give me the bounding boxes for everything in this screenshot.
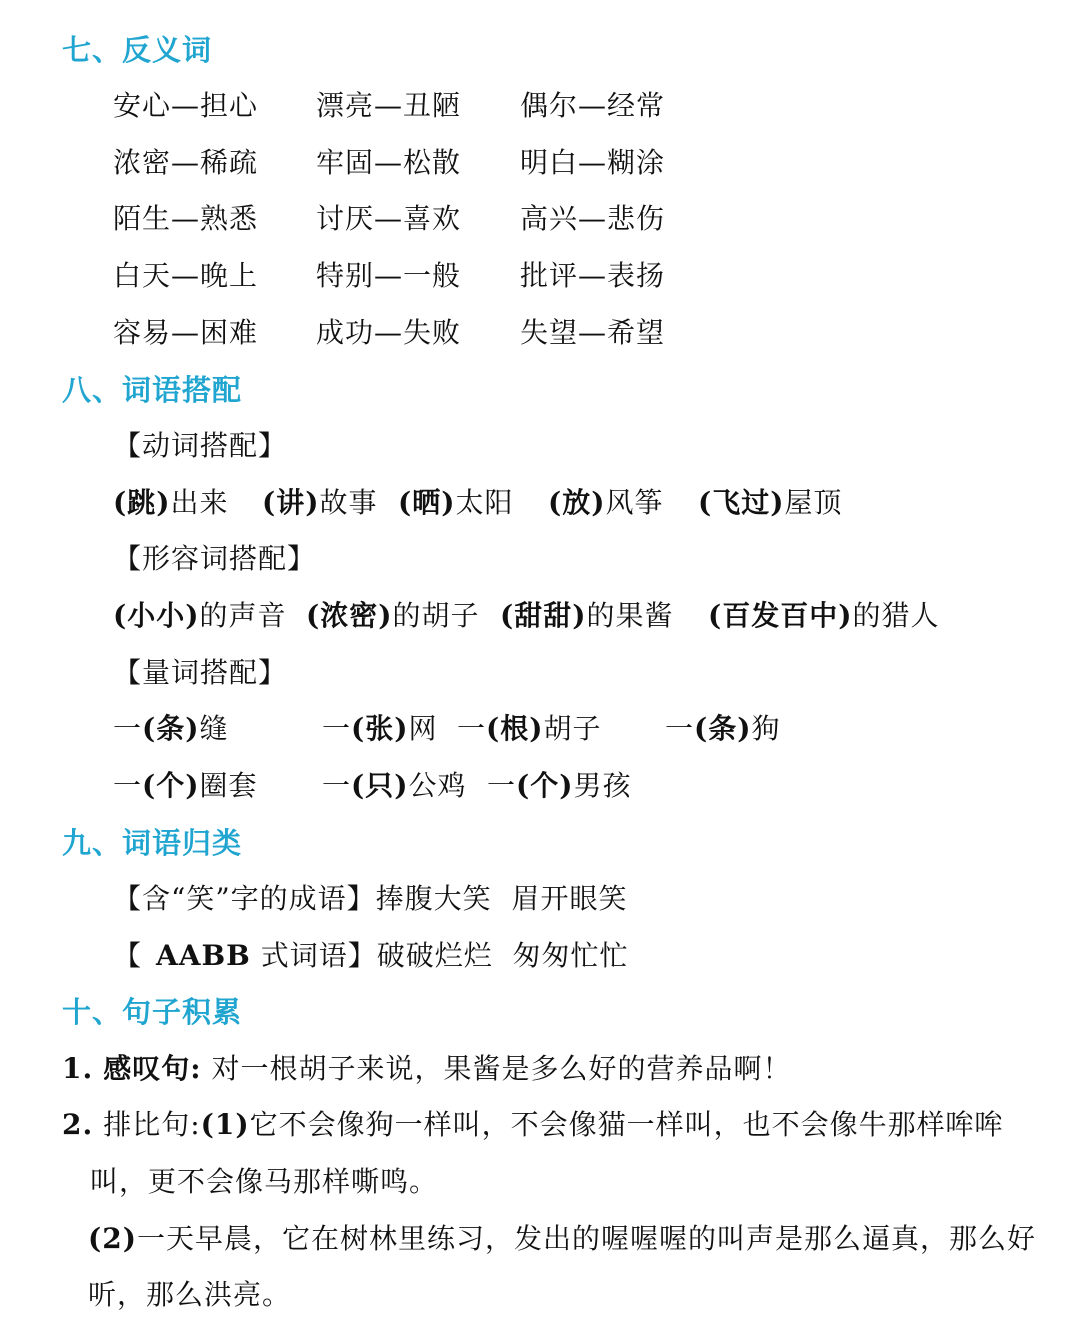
collocation-word: (根) xyxy=(486,712,544,745)
collocation-rest: 的声音 xyxy=(199,599,287,632)
classification-bracket: 【 xyxy=(113,939,143,972)
collocation-word: (跳) xyxy=(113,486,171,519)
measure-prefix: 一 xyxy=(487,769,517,802)
classification-value: 捧腹大笑 眉开眼笑 xyxy=(375,882,628,915)
measure-prefix: 一 xyxy=(322,769,352,802)
collocation-rest: 胡子 xyxy=(543,712,602,745)
verb-collocation-heading: 【动词搭配】 xyxy=(113,429,288,462)
antonym-item: 讨厌—喜欢 xyxy=(316,202,462,235)
measure-prefix: 一 xyxy=(113,712,143,745)
collocation-rest: 圈套 xyxy=(199,769,258,802)
sentence-text: 一天早晨，它在树林里练习，发出的喔喔喔的叫声是那么逼真，那么好 xyxy=(136,1222,1036,1255)
classification-label: 【含“笑”字的成语】 xyxy=(113,882,376,915)
measure-collocation-item xyxy=(457,711,602,747)
collocation-word: (甜甜) xyxy=(500,599,587,632)
antonym-item: 成功—失败 xyxy=(316,316,462,349)
measure-prefix: 一 xyxy=(113,769,143,802)
collocation-word: (浓密) xyxy=(306,599,393,632)
classification-value: 破破烂烂 匆匆忙忙 xyxy=(376,939,629,972)
antonym-item: 特别—一般 xyxy=(316,259,462,292)
sentence-part-number: (2) xyxy=(88,1222,137,1255)
collocation-rest: 网 xyxy=(408,712,438,745)
section-title-antonyms: 七、反义词 xyxy=(62,33,213,67)
collocation-rest: 故事 xyxy=(319,486,378,519)
measure-collocation-heading: 【量词搭配】 xyxy=(113,656,288,689)
measure-prefix: 一 xyxy=(457,712,487,745)
verb-collocation-item xyxy=(698,485,843,521)
antonym-item: 漂亮—丑陋 xyxy=(316,89,462,122)
sentence-number: 1. xyxy=(62,1052,94,1085)
sentence-text: 它不会像狗一样叫，不会像猫一样叫，也不会像牛那样哞哞 xyxy=(249,1108,1004,1141)
antonym-item: 容易—困难 xyxy=(113,316,259,349)
collocation-word: (条) xyxy=(694,712,752,745)
verb-collocation-item xyxy=(548,485,664,521)
antonym-item: 偶尔—经常 xyxy=(520,89,666,122)
adj-collocation-item xyxy=(306,598,480,634)
collocation-rest: 出来 xyxy=(170,486,229,519)
collocation-rest: 的猎人 xyxy=(852,599,940,632)
measure-prefix: 一 xyxy=(322,712,352,745)
collocation-word: (条) xyxy=(142,712,200,745)
collocation-word: (百发百中) xyxy=(708,599,853,632)
antonym-item: 高兴—悲伤 xyxy=(520,202,666,235)
antonym-item: 陌生—熟悉 xyxy=(113,202,259,235)
sentence-number: 2. xyxy=(62,1108,94,1141)
collocation-rest: 狗 xyxy=(751,712,781,745)
collocation-word: (个) xyxy=(142,769,200,802)
aabb-label: AABB xyxy=(156,939,251,972)
collocation-rest: 公鸡 xyxy=(408,769,467,802)
collocation-word: (晒) xyxy=(398,486,456,519)
antonym-item: 安心—担心 xyxy=(113,89,259,122)
sentence-continuation: 叫，更不会像马那样嘶鸣。 xyxy=(90,1165,439,1198)
section-title-sentences: 十、句子积累 xyxy=(62,995,243,1029)
antonym-item: 牢固—松散 xyxy=(316,146,462,179)
measure-collocation-item xyxy=(487,768,632,804)
collocation-word: (张) xyxy=(351,712,409,745)
adj-collocation-item xyxy=(500,598,674,634)
measure-collocation-item xyxy=(113,711,229,747)
adj-collocation-item xyxy=(113,598,287,634)
collocation-rest: 的胡子 xyxy=(392,599,480,632)
classification-label: 式词语】 xyxy=(250,939,377,972)
measure-collocation-item xyxy=(322,768,467,804)
collocation-rest: 屋顶 xyxy=(784,486,843,519)
antonym-item: 浓密—稀疏 xyxy=(113,146,259,179)
verb-collocation-item xyxy=(113,485,229,521)
measure-collocation-item xyxy=(665,711,781,747)
sentence-text: 对一根胡子来说，果酱是多么好的营养品啊！ xyxy=(201,1052,792,1085)
verb-collocation-item xyxy=(262,485,378,521)
measure-prefix: 一 xyxy=(665,712,695,745)
antonym-item: 明白—糊涂 xyxy=(520,146,666,179)
sentence-part-number: (1) xyxy=(200,1108,250,1141)
antonym-item: 失望—希望 xyxy=(520,316,666,349)
antonym-item: 白天—晚上 xyxy=(113,259,259,292)
sentence-type-label: 排比句: xyxy=(103,1108,201,1141)
sentence-exclamatory xyxy=(62,1051,791,1087)
collocation-word: (飞过) xyxy=(698,486,785,519)
collocation-word: (只) xyxy=(351,769,409,802)
antonym-item: 批评—表扬 xyxy=(520,259,666,292)
section-title-classification: 九、词语归类 xyxy=(62,826,243,860)
collocation-word: (讲) xyxy=(262,486,320,519)
sentence-continuation: 听，那么洪亮。 xyxy=(88,1278,292,1311)
collocation-word: (个) xyxy=(516,769,574,802)
measure-collocation-item xyxy=(322,711,438,747)
adj-collocation-item xyxy=(708,598,940,634)
classification-line-laugh xyxy=(113,881,627,917)
collocation-rest: 男孩 xyxy=(573,769,632,802)
adj-collocation-heading: 【形容词搭配】 xyxy=(113,542,317,575)
section-title-collocation: 八、词语搭配 xyxy=(62,373,243,407)
classification-line-aabb xyxy=(113,938,629,974)
collocation-rest: 缝 xyxy=(199,712,229,745)
collocation-word: (放) xyxy=(548,486,606,519)
sentence-parallelism-part2 xyxy=(88,1221,1036,1257)
sentence-parallelism xyxy=(62,1107,1004,1143)
measure-collocation-item xyxy=(113,768,258,804)
collocation-rest: 太阳 xyxy=(455,486,514,519)
collocation-rest: 风筝 xyxy=(605,486,664,519)
sentence-type-label: 感叹句: xyxy=(103,1052,202,1085)
collocation-rest: 的果酱 xyxy=(586,599,674,632)
verb-collocation-item xyxy=(398,485,514,521)
collocation-word: (小小) xyxy=(113,599,200,632)
